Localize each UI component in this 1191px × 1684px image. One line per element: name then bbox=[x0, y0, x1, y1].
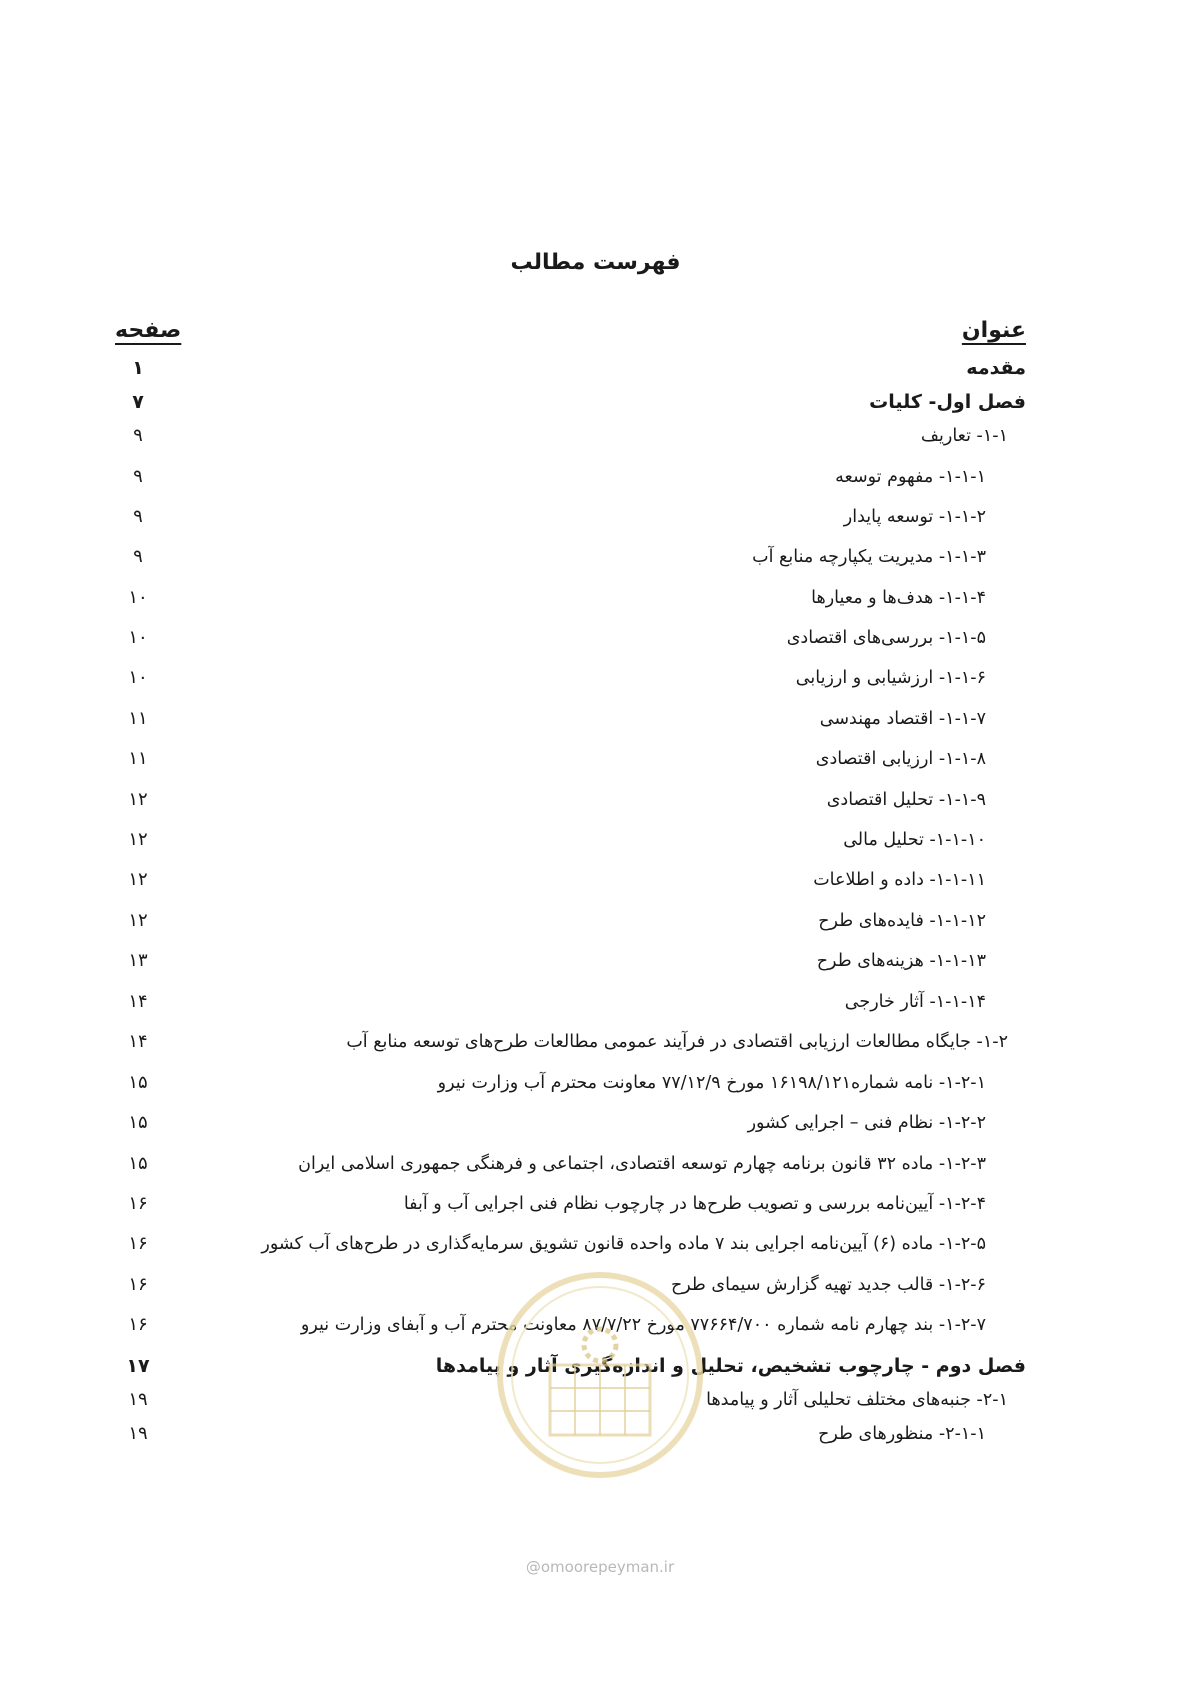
toc-entry[interactable] bbox=[0, 1348, 1191, 1384]
toc-entry-title: ۱-۲- جایگاه مطالعات ارزیابی اقتصادی در فرآیند عمومی مطالعات طرح‌های توسعه منابع آب bbox=[346, 1032, 1008, 1052]
toc-entry-page: ۱۱ bbox=[128, 748, 148, 769]
page-column-header: صفحه bbox=[115, 318, 182, 343]
toc-entry[interactable] bbox=[0, 350, 1191, 386]
toc-entry-title: ۲-۱-۱- منظورهای طرح bbox=[818, 1424, 986, 1444]
toc-entry-page: ۱۱ bbox=[128, 708, 148, 729]
toc-entry-page: ۱۲ bbox=[128, 789, 148, 810]
toc-entry-page: ۱۰ bbox=[128, 587, 148, 608]
toc-entry-page: ۱۴ bbox=[128, 1031, 148, 1052]
toc-entry-page: ۱۴ bbox=[128, 991, 148, 1012]
toc-entry-title: ۱-۱-۱۳- هزینه‌های طرح bbox=[816, 951, 986, 971]
toc-entry[interactable] bbox=[0, 1105, 1191, 1141]
toc-entry[interactable] bbox=[0, 384, 1191, 420]
toc-entry[interactable] bbox=[0, 1416, 1191, 1452]
toc-entry[interactable] bbox=[0, 1267, 1191, 1303]
toc-entry-page: ۱۶ bbox=[128, 1274, 148, 1295]
toc-entry[interactable] bbox=[0, 741, 1191, 777]
toc-entry-title: ۱-۱-۶- ارزشیابی و ارزیابی bbox=[795, 668, 986, 688]
toc-entry-title: ۱-۱-۱- مفهوم توسعه bbox=[835, 467, 986, 487]
toc-entry-title: ۱-۱-۱۱- داده و اطلاعات bbox=[813, 870, 986, 890]
toc-entry[interactable] bbox=[0, 499, 1191, 535]
toc-entry-page: ۱۲ bbox=[128, 910, 148, 931]
toc-entry-page: ۱۶ bbox=[128, 1314, 148, 1335]
toc-entry[interactable] bbox=[0, 862, 1191, 898]
toc-entry-title: ۱-۲-۱- نامه شماره۱۶۱۹۸/۱۲۱ مورخ ۷۷/۱۲/۹ معاونت محترم آب وزارت نیرو bbox=[437, 1073, 986, 1093]
toc-entry-page: ۹ bbox=[133, 466, 143, 487]
toc-entry-title: فصل دوم - چارچوب تشخیص، تحلیل و اندازه‌گیری آثار و پیامدها bbox=[435, 1355, 1026, 1377]
toc-entry-title: ۱-۱-۵- بررسی‌های اقتصادی bbox=[786, 628, 986, 648]
toc-entry-title: ۱-۲-۵- ماده (۶) آیین‌نامه اجرایی بند ۷ ماده واحده قانون تشویق سرمایه‌گذاری در طرح‌های آب کشور bbox=[261, 1234, 986, 1254]
toc-entry-title: ۱-۲-۷- بند چهارم نامه شماره ۷۷۶۶۴/۷۰۰ مورخ ۸۷/۷/۲۲ معاونت محترم آب و آبفای وزارت نیرو bbox=[300, 1315, 986, 1335]
toc-entry-title: ۱-۱-۱۴- آثار خارجی bbox=[844, 992, 986, 1012]
toc-entry[interactable] bbox=[0, 1186, 1191, 1222]
toc-entry-page: ۱۰ bbox=[128, 627, 148, 648]
toc-entry-page: ۱ bbox=[132, 357, 144, 379]
toc-entry[interactable] bbox=[0, 459, 1191, 495]
toc-entry[interactable] bbox=[0, 1382, 1191, 1418]
toc-entry-title: ۱-۱- تعاریف bbox=[920, 426, 1008, 446]
toc-entry-page: ۱۳ bbox=[128, 950, 148, 971]
toc-entry-page: ۱۹ bbox=[128, 1389, 148, 1410]
watermark-site: @omoorepeyman.ir bbox=[525, 1558, 675, 1576]
page-title: فهرست مطالب bbox=[510, 250, 681, 275]
toc-entry-page: ۱۰ bbox=[128, 667, 148, 688]
toc-entry-title: ۱-۱-۹- تحلیل اقتصادی bbox=[826, 790, 986, 810]
toc-entry-page: ۱۵ bbox=[128, 1072, 148, 1093]
toc-entry[interactable] bbox=[0, 1065, 1191, 1101]
toc-entry-title: ۱-۱-۸- ارزیابی اقتصادی bbox=[815, 749, 986, 769]
toc-entry-title: ۱-۱-۱۰- تحلیل مالی bbox=[843, 830, 986, 850]
toc-entry[interactable] bbox=[0, 1307, 1191, 1343]
toc-entry[interactable] bbox=[0, 620, 1191, 656]
toc-entry[interactable] bbox=[0, 943, 1191, 979]
toc-entry[interactable] bbox=[0, 1146, 1191, 1182]
toc-entry[interactable] bbox=[0, 418, 1191, 454]
toc-entry-title: مقدمه bbox=[966, 357, 1026, 379]
toc-entry-title: فصل اول- کلیات bbox=[869, 391, 1026, 413]
toc-entry-page: ۱۷ bbox=[126, 1355, 150, 1377]
toc-entry[interactable] bbox=[0, 539, 1191, 575]
toc-entry[interactable] bbox=[0, 660, 1191, 696]
title-column-header: عنوان bbox=[961, 318, 1026, 343]
toc-entry-title: ۱-۲-۲- نظام فنی – اجرایی کشور bbox=[747, 1113, 986, 1133]
toc-entry-title: ۱-۲-۴- آیین‌نامه بررسی و تصویب طرح‌ها در چارچوب نظام فنی اجرایی آب و آبفا bbox=[403, 1194, 986, 1214]
toc-entry[interactable] bbox=[0, 701, 1191, 737]
toc-entry-page: ۹ bbox=[133, 506, 143, 527]
toc-entry-page: ۹ bbox=[133, 546, 143, 567]
toc-entry-title: ۲-۱- جنبه‌های مختلف تحلیلی آثار و پیامدها bbox=[706, 1390, 1008, 1410]
toc-entry[interactable] bbox=[0, 822, 1191, 858]
toc-entry[interactable] bbox=[0, 903, 1191, 939]
toc-entry[interactable] bbox=[0, 782, 1191, 818]
toc-entry-title: ۱-۱-۱۲- فایده‌های طرح bbox=[818, 911, 986, 931]
toc-entry-page: ۱۶ bbox=[128, 1193, 148, 1214]
toc-entry[interactable] bbox=[0, 984, 1191, 1020]
toc-entry-title: ۱-۱-۴- هدف‌ها و معیارها bbox=[811, 588, 986, 608]
toc-entry-title: ۱-۱-۲- توسعه پایدار bbox=[843, 507, 986, 527]
toc-entry-title: ۱-۲-۶- قالب جدید تهیه گزارش سیمای طرح bbox=[670, 1275, 986, 1295]
toc-entry[interactable] bbox=[0, 1226, 1191, 1262]
toc-entry-page: ۱۵ bbox=[128, 1112, 148, 1133]
toc-entry-title: ۱-۲-۳- ماده ۳۲ قانون برنامه چهارم توسعه اقتصادی، اجتماعی و فرهنگی جمهوری اسلامی ایران bbox=[298, 1154, 986, 1174]
toc-entry-page: ۱۲ bbox=[128, 829, 148, 850]
toc-entry-title: ۱-۱-۳- مدیریت یکپارچه منابع آب bbox=[752, 547, 986, 567]
toc-entry-page: ۱۵ bbox=[128, 1153, 148, 1174]
toc-entry-page: ۱۶ bbox=[128, 1233, 148, 1254]
toc-entry[interactable] bbox=[0, 580, 1191, 616]
toc-entry-page: ۱۹ bbox=[128, 1423, 148, 1444]
toc-entry-page: ۱۲ bbox=[128, 869, 148, 890]
toc-entry[interactable] bbox=[0, 1024, 1191, 1060]
toc-entry-title: ۱-۱-۷- اقتصاد مهندسی bbox=[819, 709, 986, 729]
toc-entry-page: ۹ bbox=[133, 425, 143, 446]
toc-entry-page: ۷ bbox=[132, 391, 144, 413]
